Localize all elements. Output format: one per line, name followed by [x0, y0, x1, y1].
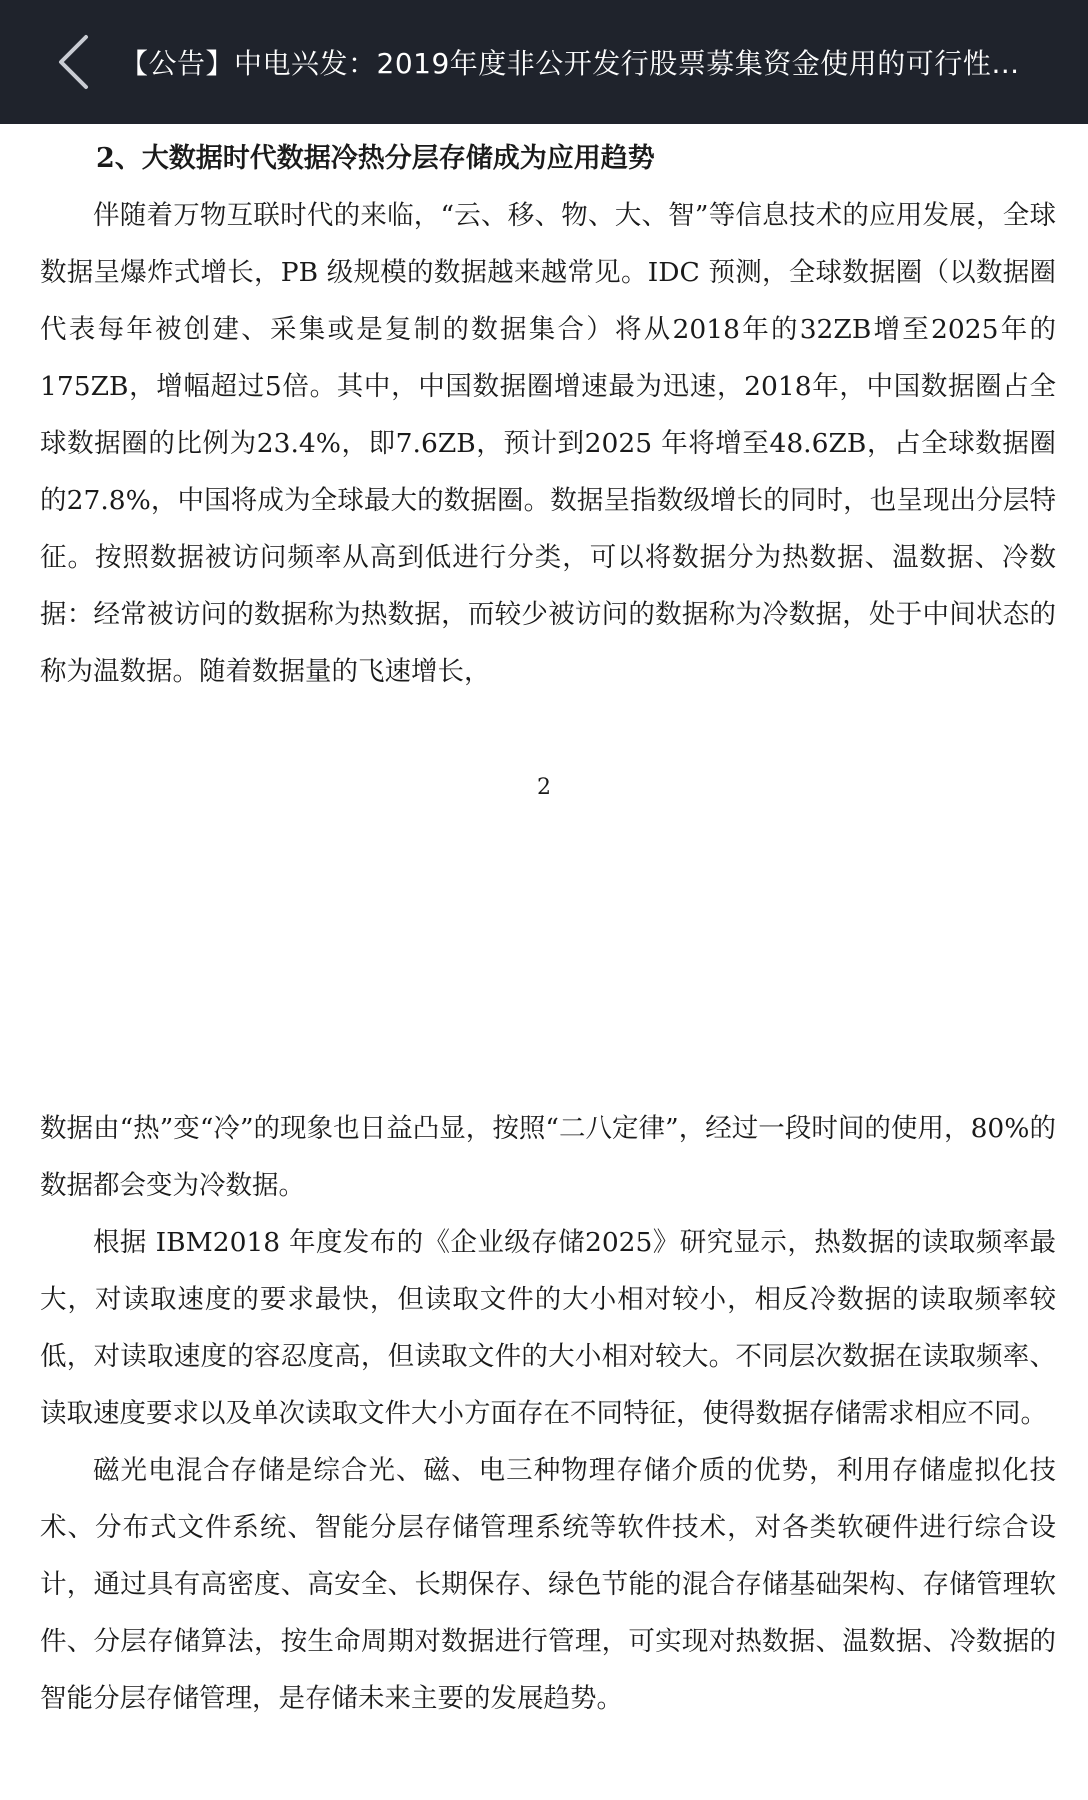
page-top-text: [40, 187, 1056, 700]
chevron-left-icon: [56, 33, 90, 91]
top-bar: [0, 0, 1088, 124]
document-title: 【公告】中电兴发：2019年度非公开发行股票募集资金使用的可行性…: [120, 47, 1020, 80]
paragraph: 根据 IBM2018 年度发布的《企业级存储2025》研究显示，热数据的读取频率最大，对读取速度的要求最快，但读取文件的大小相对较小，相反冷数据的读取频率较低，对读取速度的容忍度高，但读取文件的大小相对较大。不同层次数据在读取频率、读取速度要求以及单次读取文件大小方面存在不同特征，使得数据存储需求相应不同。: [40, 1227, 1056, 1429]
page-bottom-text: [40, 1100, 1056, 1727]
paragraph: 伴随着万物互联时代的来临，“云、移、物、大、智”等信息技术的应用发展，全球数据呈爆炸式增长，PB 级规模的数据越来越常见。IDC 预测，全球数据圈（以数据圈代表每年被创建、采集或是复制的数据集合）将从2018年的32ZB增至2025年的175ZB，增幅超过5倍。其中，中国数据圈增速最为迅速，2018年，中国数据圈占全球数据圈的比例为23.4%，即7.6ZB，预计到2025 年将增至48.6ZB，占全球数据圈的27.8%，中国将成为全球最大的数据圈。数据呈指数级增长的同时，也呈现出分层特征。按照数据被访问频率从高到低进行分类，可以将数据分为热数据、温数据、冷数据：经常被访问的数据称为热数据，而较少被访问的数据称为冷数据，处于中间状态的称为温数据。随着数据量的飞速增长，: [40, 200, 1056, 687]
paragraph: 磁光电混合存储是综合光、磁、电三种物理存储介质的优势，利用存储虚拟化技术、分布式文件系统、智能分层存储管理系统等软件技术，对各类软硬件进行综合设计，通过具有高密度、高安全、长期保存、绿色节能的混合存储基础架构、存储管理软件、分层存储算法，按生命周期对数据进行管理，可实现对热数据、温数据、冷数据的智能分层存储管理，是存储未来主要的发展趋势。: [40, 1455, 1056, 1714]
page-number: 2: [537, 775, 551, 800]
back-button[interactable]: [38, 27, 108, 97]
paragraph: 数据由“热”变“冷”的现象也日益凸显，按照“二八定律”，经过一段时间的使用，80%的数据都会变为冷数据。: [40, 1113, 1056, 1201]
section-heading: 2、大数据时代数据冷热分层存储成为应用趋势: [96, 143, 655, 174]
